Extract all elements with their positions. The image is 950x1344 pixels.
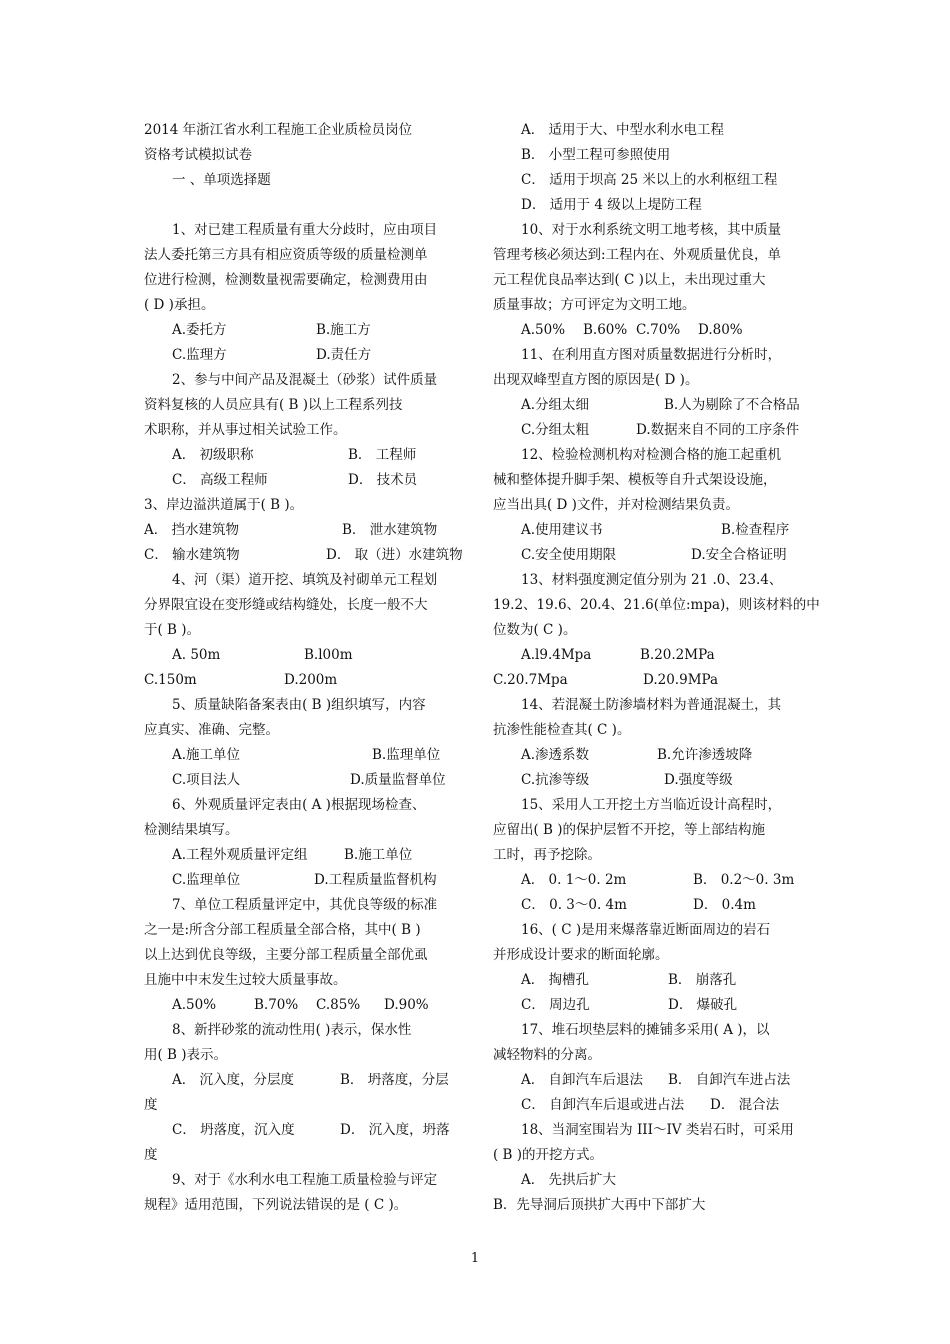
answer-option: D.90%: [384, 997, 429, 1013]
answer-option: D.安全合格证明: [691, 547, 787, 563]
text-line: 10、对于水利系统文明工地考核，其中质量: [521, 222, 782, 238]
text-line: 工时，再予挖除。: [493, 847, 601, 863]
text-line: [493, 543, 813, 568]
text-line: 法人委托第三方具有相应资质等级的质量检测单: [144, 247, 428, 263]
answer-option: A.50%: [172, 997, 217, 1013]
text-line: 8、新拌砂浆的流动性用( )表示，保水性: [172, 1022, 412, 1038]
answer-option: D． 沉入度，坍落: [340, 1122, 450, 1138]
text-line: [144, 743, 464, 768]
answer-option: A.50%: [521, 322, 566, 338]
answer-option: B． 崩落孔: [668, 972, 737, 988]
text-line: [144, 1118, 464, 1143]
answer-option: C． 坍落度，沉入度: [172, 1122, 295, 1138]
text-line: 且施中中末发生过较大质量事故。: [144, 972, 347, 988]
text-line: 度: [144, 1097, 158, 1113]
text-line: 资格考试模拟试卷: [144, 147, 252, 163]
text-line: [144, 468, 464, 493]
text-line: 13、材料强度测定值分别为 21 .0、23.4、: [521, 572, 783, 588]
answer-option: C.分组太粗: [521, 422, 590, 438]
text-line: [144, 768, 464, 793]
answer-option: A.渗透系数: [521, 747, 590, 763]
answer-option: A.l9.4Mpa: [521, 647, 592, 663]
text-line: [144, 1068, 464, 1093]
answer-option: B． 0.2～0. 3m: [693, 872, 795, 888]
answer-option: B.60%: [583, 322, 628, 338]
text-line: 以上达到优良等级，主要分部工程质量全部优虱: [144, 947, 428, 963]
answer-option: C． 输水建筑物: [144, 547, 240, 563]
answer-option: A． 掏槽孔: [521, 972, 590, 988]
text-line: [144, 443, 464, 468]
text-line: [144, 343, 464, 368]
text-line: [493, 518, 813, 543]
answer-option: D.200m: [284, 672, 338, 688]
answer-option: D.80%: [698, 322, 743, 338]
text-line: [144, 993, 464, 1018]
text-line: [493, 868, 813, 893]
text-line: [493, 668, 813, 693]
answer-option: D.质量监督单位: [350, 772, 446, 788]
answer-option: A． 自卸汽车后退法: [521, 1072, 644, 1088]
answer-option: C.项目法人: [172, 772, 241, 788]
text-line: 5、质量缺陷备案表由( B )组织填写，内容: [172, 697, 426, 713]
text-line: 9、对于《水利水电工程施工质量检验与评定: [172, 1172, 438, 1188]
text-line: 位数为( C )。: [493, 622, 577, 638]
text-line: 分界限宜设在变形缝或结构缝处，长度一般不大: [144, 597, 428, 613]
text-line: 2、参与中间产品及混凝土（砂浆）试件质量: [172, 372, 438, 388]
answer-option: B.施工单位: [344, 847, 413, 863]
text-line: [493, 1093, 813, 1118]
answer-option: D.数据来自不同的工序条件: [636, 422, 800, 438]
answer-option: C． 0. 3～0. 4m: [521, 897, 627, 913]
answer-option: A． 挡水建筑物: [144, 522, 240, 538]
answer-option: A.委托方: [172, 322, 227, 338]
text-line: 械和整体提升脚手架、模板等自升式架设设施，: [493, 472, 777, 488]
text-line: 出现双峰型直方图的原因是( D )。: [493, 372, 699, 388]
text-line: 元工程优良品率达到( C )以上，未出现过重大: [493, 272, 766, 288]
text-line: B． 小型工程可参照使用: [521, 147, 671, 163]
answer-option: B． 工程师: [348, 447, 417, 463]
text-line: 抗渗性能检查其( C )。: [493, 722, 631, 738]
text-line: 14、若混凝土防渗墙材料为普通混凝土，其: [521, 697, 782, 713]
text-line: 应真实、准确、完整。: [144, 722, 279, 738]
text-line: 7、单位工程质量评定中，其优良等级的标准: [172, 897, 438, 913]
text-line: 11、在利用直方图对质量数据进行分析时，: [521, 347, 782, 363]
text-line: 之一是:所含分部工程质量全部合格，其中( B ): [144, 922, 421, 938]
text-line: [144, 643, 464, 668]
answer-option: C.150m: [144, 672, 197, 688]
text-line: [493, 318, 813, 343]
answer-option: D． 混合法: [710, 1097, 780, 1113]
text-line: A． 适用于大、中型水利水电工程: [521, 122, 725, 138]
text-line: [493, 968, 813, 993]
answer-option: A． 0. 1～0. 2m: [521, 872, 627, 888]
text-line: [144, 868, 464, 893]
text-line: 度: [144, 1147, 158, 1163]
text-line: 16、( C )是用来爆落靠近断面周边的岩石: [521, 922, 771, 938]
answer-option: C.抗渗等级: [521, 772, 590, 788]
answer-option: D.责任方: [316, 347, 372, 363]
answer-option: A.分组太细: [521, 397, 590, 413]
text-line: 15、采用人工开挖土方当临近设计高程时，: [521, 797, 782, 813]
text-line: 6、外观质量评定表由( A )根据现场检查、: [172, 797, 426, 813]
answer-option: C.监理单位: [172, 872, 241, 888]
answer-option: B.人为剔除了不合格品: [664, 397, 800, 413]
answer-option: B.检查程序: [721, 522, 790, 538]
text-line: 减轻物料的分离。: [493, 1047, 601, 1063]
text-line: 应当出具( D )文件，并对检测结果负责。: [493, 497, 739, 513]
answer-option: C.70%: [636, 322, 681, 338]
text-line: 应留出( B )的保护层暂不开挖，等上部结构施: [493, 822, 766, 838]
answer-option: B.施工方: [316, 322, 371, 338]
text-line: [144, 843, 464, 868]
answer-option: A.施工单位: [172, 747, 241, 763]
text-line: 2014 年浙江省水利工程施工企业质检员岗位: [144, 122, 413, 138]
text-line: 18、当洞室围岩为 III～IV 类岩石时，可采用: [521, 1122, 794, 1138]
text-line: 管理考核必须达到:工程内在、外观质量优良，单: [493, 247, 782, 263]
text-line: 于( B )。: [144, 622, 201, 638]
answer-option: B． 坍落度，分层: [340, 1072, 449, 1088]
answer-option: D.20.9MPa: [643, 672, 719, 688]
text-line: 术职称，并从事过相关试验工作。: [144, 422, 347, 438]
text-line: B．先导洞后顶拱扩大再中下部扩大: [493, 1197, 706, 1213]
answer-option: B.20.2MPa: [640, 647, 715, 663]
text-line: [144, 318, 464, 343]
text-line: 1、对已建工程质量有重大分歧时，应由项目: [172, 222, 438, 238]
answer-option: A. 50m: [172, 647, 221, 663]
text-line: 检测结果填写。: [144, 822, 239, 838]
text-line: [144, 668, 464, 693]
text-line: 3、岸边溢洪道属于( B )。: [144, 497, 304, 513]
text-line: [493, 393, 813, 418]
text-line: 位进行检测，检测数量视需要确定，检测费用由: [144, 272, 428, 288]
text-line: 并形成设计要求的断面轮廓。: [493, 947, 669, 963]
answer-option: C.监理方: [172, 347, 227, 363]
answer-option: D． 0.4m: [693, 897, 756, 913]
answer-option: D.工程质量监督机构: [314, 872, 437, 888]
text-line: [144, 518, 464, 543]
text-line: 19.2、19.6、20.4、21.6(单位:mpa)，则该材料的中: [493, 597, 820, 613]
text-line: D． 适用于 4 级以上堤防工程: [521, 197, 702, 213]
answer-option: B． 自卸汽车进占法: [668, 1072, 791, 1088]
left-column: [144, 118, 464, 1218]
text-line: [493, 743, 813, 768]
text-line: [493, 1068, 813, 1093]
answer-option: A． 初级职称: [172, 447, 254, 463]
answer-option: D.强度等级: [664, 772, 733, 788]
text-line: [493, 893, 813, 918]
page-number: 1: [470, 1251, 480, 1266]
text-line: A． 先拱后扩大: [521, 1172, 617, 1188]
answer-option: C.85%: [316, 997, 361, 1013]
answer-option: C． 高级工程师: [172, 472, 268, 488]
text-line: 质量事故；方可评定为文明工地。: [493, 297, 696, 313]
text-line: [493, 768, 813, 793]
text-line: [493, 418, 813, 443]
text-line: [493, 993, 813, 1018]
text-line: [144, 543, 464, 568]
text-line: ( B )的开挖方式。: [493, 1147, 604, 1163]
text-line: 规程》适用范围，下列说法错误的是 ( C )。: [144, 1197, 408, 1213]
text-line: [144, 193, 464, 218]
text-line: 12、检验检测机构对检测合格的施工起重机: [521, 447, 782, 463]
answer-option: D． 爆破孔: [668, 997, 738, 1013]
text-line: 一 、单项选择题: [172, 172, 271, 188]
answer-option: B.允许渗透坡降: [657, 747, 753, 763]
answer-option: B.70%: [254, 997, 299, 1013]
text-line: ( D )承担。: [144, 297, 215, 313]
answer-option: D． 技术员: [348, 472, 418, 488]
answer-option: C.安全使用期限: [521, 547, 617, 563]
answer-option: A.工程外观质量评定组: [172, 847, 308, 863]
answer-option: D． 取（进）水建筑物: [326, 547, 463, 563]
answer-option: A． 沉入度，分层度: [172, 1072, 295, 1088]
text-line: 17、堆石坝垫层料的摊铺多采用( A )，以: [521, 1022, 770, 1038]
text-line: [493, 643, 813, 668]
answer-option: C.20.7Mpa: [493, 672, 568, 688]
answer-option: B． 泄水建筑物: [342, 522, 438, 538]
answer-option: B.l00m: [304, 647, 353, 663]
answer-option: B.监理单位: [372, 747, 441, 763]
answer-option: A.使用建议书: [521, 522, 603, 538]
text-line: C． 适用于坝高 25 米以上的水利枢纽工程: [521, 172, 778, 188]
text-line: 资料复核的人员应具有( B )以上工程系列技: [144, 397, 403, 413]
text-line: 用( B )表示。: [144, 1047, 228, 1063]
answer-option: C． 周边孔: [521, 997, 590, 1013]
answer-option: C． 自卸汽车后退或进占法: [521, 1097, 685, 1113]
text-line: 4、河（渠）道开挖、填筑及衬砌单元工程划: [172, 572, 438, 588]
right-column: [493, 118, 820, 1218]
